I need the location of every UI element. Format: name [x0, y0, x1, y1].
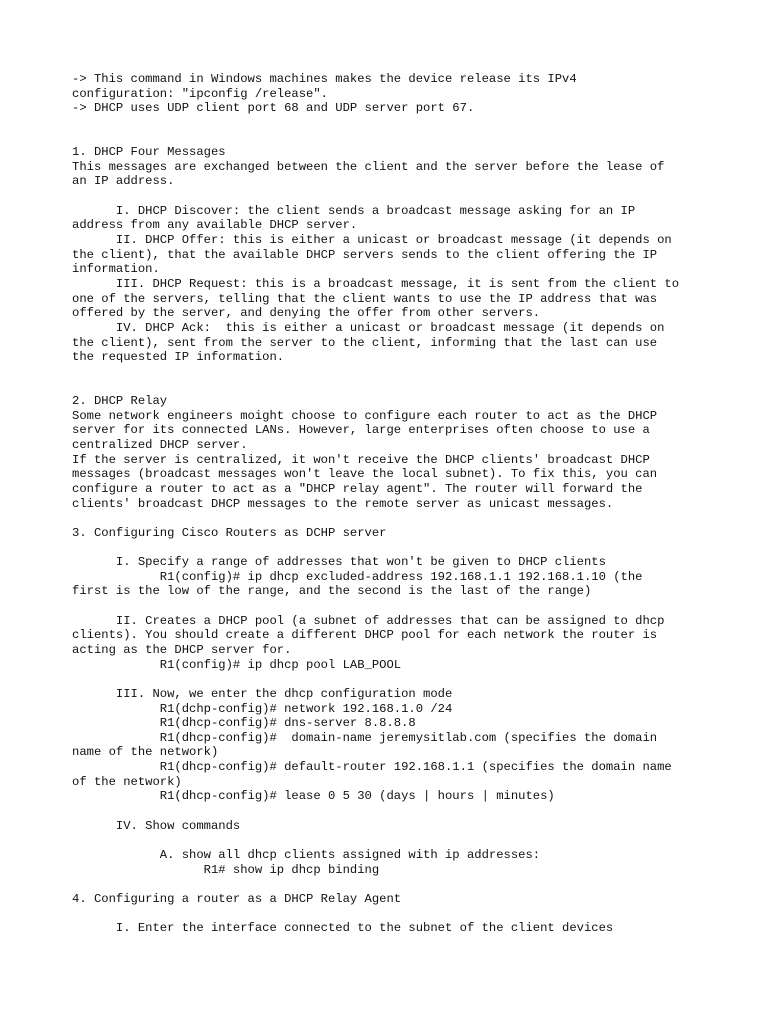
intro-line: -> This command in Windows machines makes the device release its IPv4 — [72, 72, 577, 86]
paragraph-line: Some network engineers moight choose to configure each router to act as the DHCP — [72, 408, 658, 423]
document-body — [72, 72, 712, 936]
command-line: R1(dhcp-config)# domain-name jeremysitlab.com (specifies the domain — [72, 730, 658, 745]
command-line: R1(dchp-config)# network 192.168.1.0 /24 — [72, 701, 453, 716]
section-heading-dhcp-relay: 2. DHCP Relay — [72, 394, 168, 409]
command-line: R1(dhcp-config)# lease 0 5 30 (days | hours | minutes) — [72, 789, 555, 804]
command-line: R1(dhcp-config)# default-router 192.168.1.1 (specifies the domain name — [72, 760, 672, 775]
intro-line: -> DHCP uses UDP client port 68 and UDP server port 67. — [72, 101, 475, 116]
intro-line: configuration: "ipconfig /release". — [72, 86, 328, 101]
list-item-line: II. Creates a DHCP pool (a subnet of addresses that can be assigned to dhcp — [72, 613, 665, 628]
section-heading-configuring-cisco-routers: 3. Configuring Cisco Routers as DCHP server — [72, 525, 387, 540]
command-line: R1(config)# ip dhcp excluded-address 192.168.1.1 192.168.1.10 (the — [72, 569, 643, 584]
list-item-line: of the network) — [72, 774, 182, 789]
blank-line — [72, 116, 712, 131]
list-item-line: clients). You should create a different DHCP pool for each network the router is — [72, 628, 658, 643]
list-item-line: I. Specify a range of addresses that won't be given to DHCP clients — [72, 555, 606, 570]
paragraph-line: server for its connected LANs. However, large enterprises often choose to use a — [72, 423, 650, 438]
blank-line — [72, 379, 712, 394]
blank-line — [72, 672, 712, 687]
list-item-line: III. Now, we enter the dhcp configuration mode — [72, 686, 453, 701]
list-item-line: III. DHCP Request: this is a broadcast message, it is sent from the client to — [72, 276, 680, 291]
list-item-line: name of the network) — [72, 745, 219, 760]
list-item-line: the client), that the available DHCP servers sends to the client offering the IP — [72, 247, 658, 262]
list-item-line: first is the low of the range, and the second is the last of the range) — [72, 584, 592, 599]
paragraph-line: clients' broadcast DHCP messages to the remote server as unicast messages. — [72, 496, 614, 511]
list-item-line: the client), sent from the server to the client, informing that the last can use — [72, 335, 658, 350]
command-line: R1(dhcp-config)# dns-server 8.8.8.8 — [72, 716, 416, 731]
blank-line — [72, 833, 712, 848]
paragraph-line: If the server is centralized, it won't receive the DHCP clients' broadcast DHCP — [72, 452, 650, 467]
blank-line — [72, 541, 712, 556]
blank-line — [72, 189, 712, 204]
command-line: R1# show ip dhcp binding — [72, 862, 380, 877]
blank-line — [72, 511, 712, 526]
list-item-line: address from any available DHCP server. — [72, 218, 358, 233]
list-item-line: IV. Show commands — [72, 818, 241, 833]
list-item-line: one of the servers, telling that the client wants to use the IP address that was — [72, 291, 658, 306]
section-heading-dhcp-four-messages: 1. DHCP Four Messages — [72, 145, 226, 160]
list-item-line: A. show all dhcp clients assigned with ip addresses: — [72, 847, 541, 862]
paragraph-line: configure a router to act as a "DHCP relay agent". The router will forward the — [72, 481, 643, 496]
list-item-line: II. DHCP Offer: this is either a unicast or broadcast message (it depends on — [72, 233, 672, 248]
command-line: R1(config)# ip dhcp pool LAB_POOL — [72, 657, 402, 672]
paragraph-line: This messages are exchanged between the client and the server before the lease of — [72, 159, 665, 174]
list-item-line: the requested IP information. — [72, 350, 285, 365]
list-item-line: I. Enter the interface connected to the subnet of the client devices — [72, 921, 614, 936]
blank-line — [72, 365, 712, 380]
blank-line — [72, 907, 712, 922]
paragraph-line: an IP address. — [72, 174, 175, 189]
paragraph-line: centralized DHCP server. — [72, 438, 248, 453]
section-heading-dhcp-relay-agent: 4. Configuring a router as a DHCP Relay Agent — [72, 891, 402, 906]
blank-line — [72, 599, 712, 614]
list-item-line: information. — [72, 262, 160, 277]
list-item-line: I. DHCP Discover: the client sends a broadcast message asking for an IP — [72, 203, 636, 218]
blank-line — [72, 804, 712, 819]
paragraph-line: messages (broadcast messages won't leave the local subnet). To fix this, you can — [72, 467, 658, 482]
list-item-line: offered by the server, and denying the offer from other servers. — [72, 306, 541, 321]
list-item-line: IV. DHCP Ack: this is either a unicast or broadcast message (it depends on — [72, 320, 665, 335]
list-item-line: acting as the DHCP server for. — [72, 642, 292, 657]
blank-line — [72, 131, 712, 146]
blank-line — [72, 877, 712, 892]
